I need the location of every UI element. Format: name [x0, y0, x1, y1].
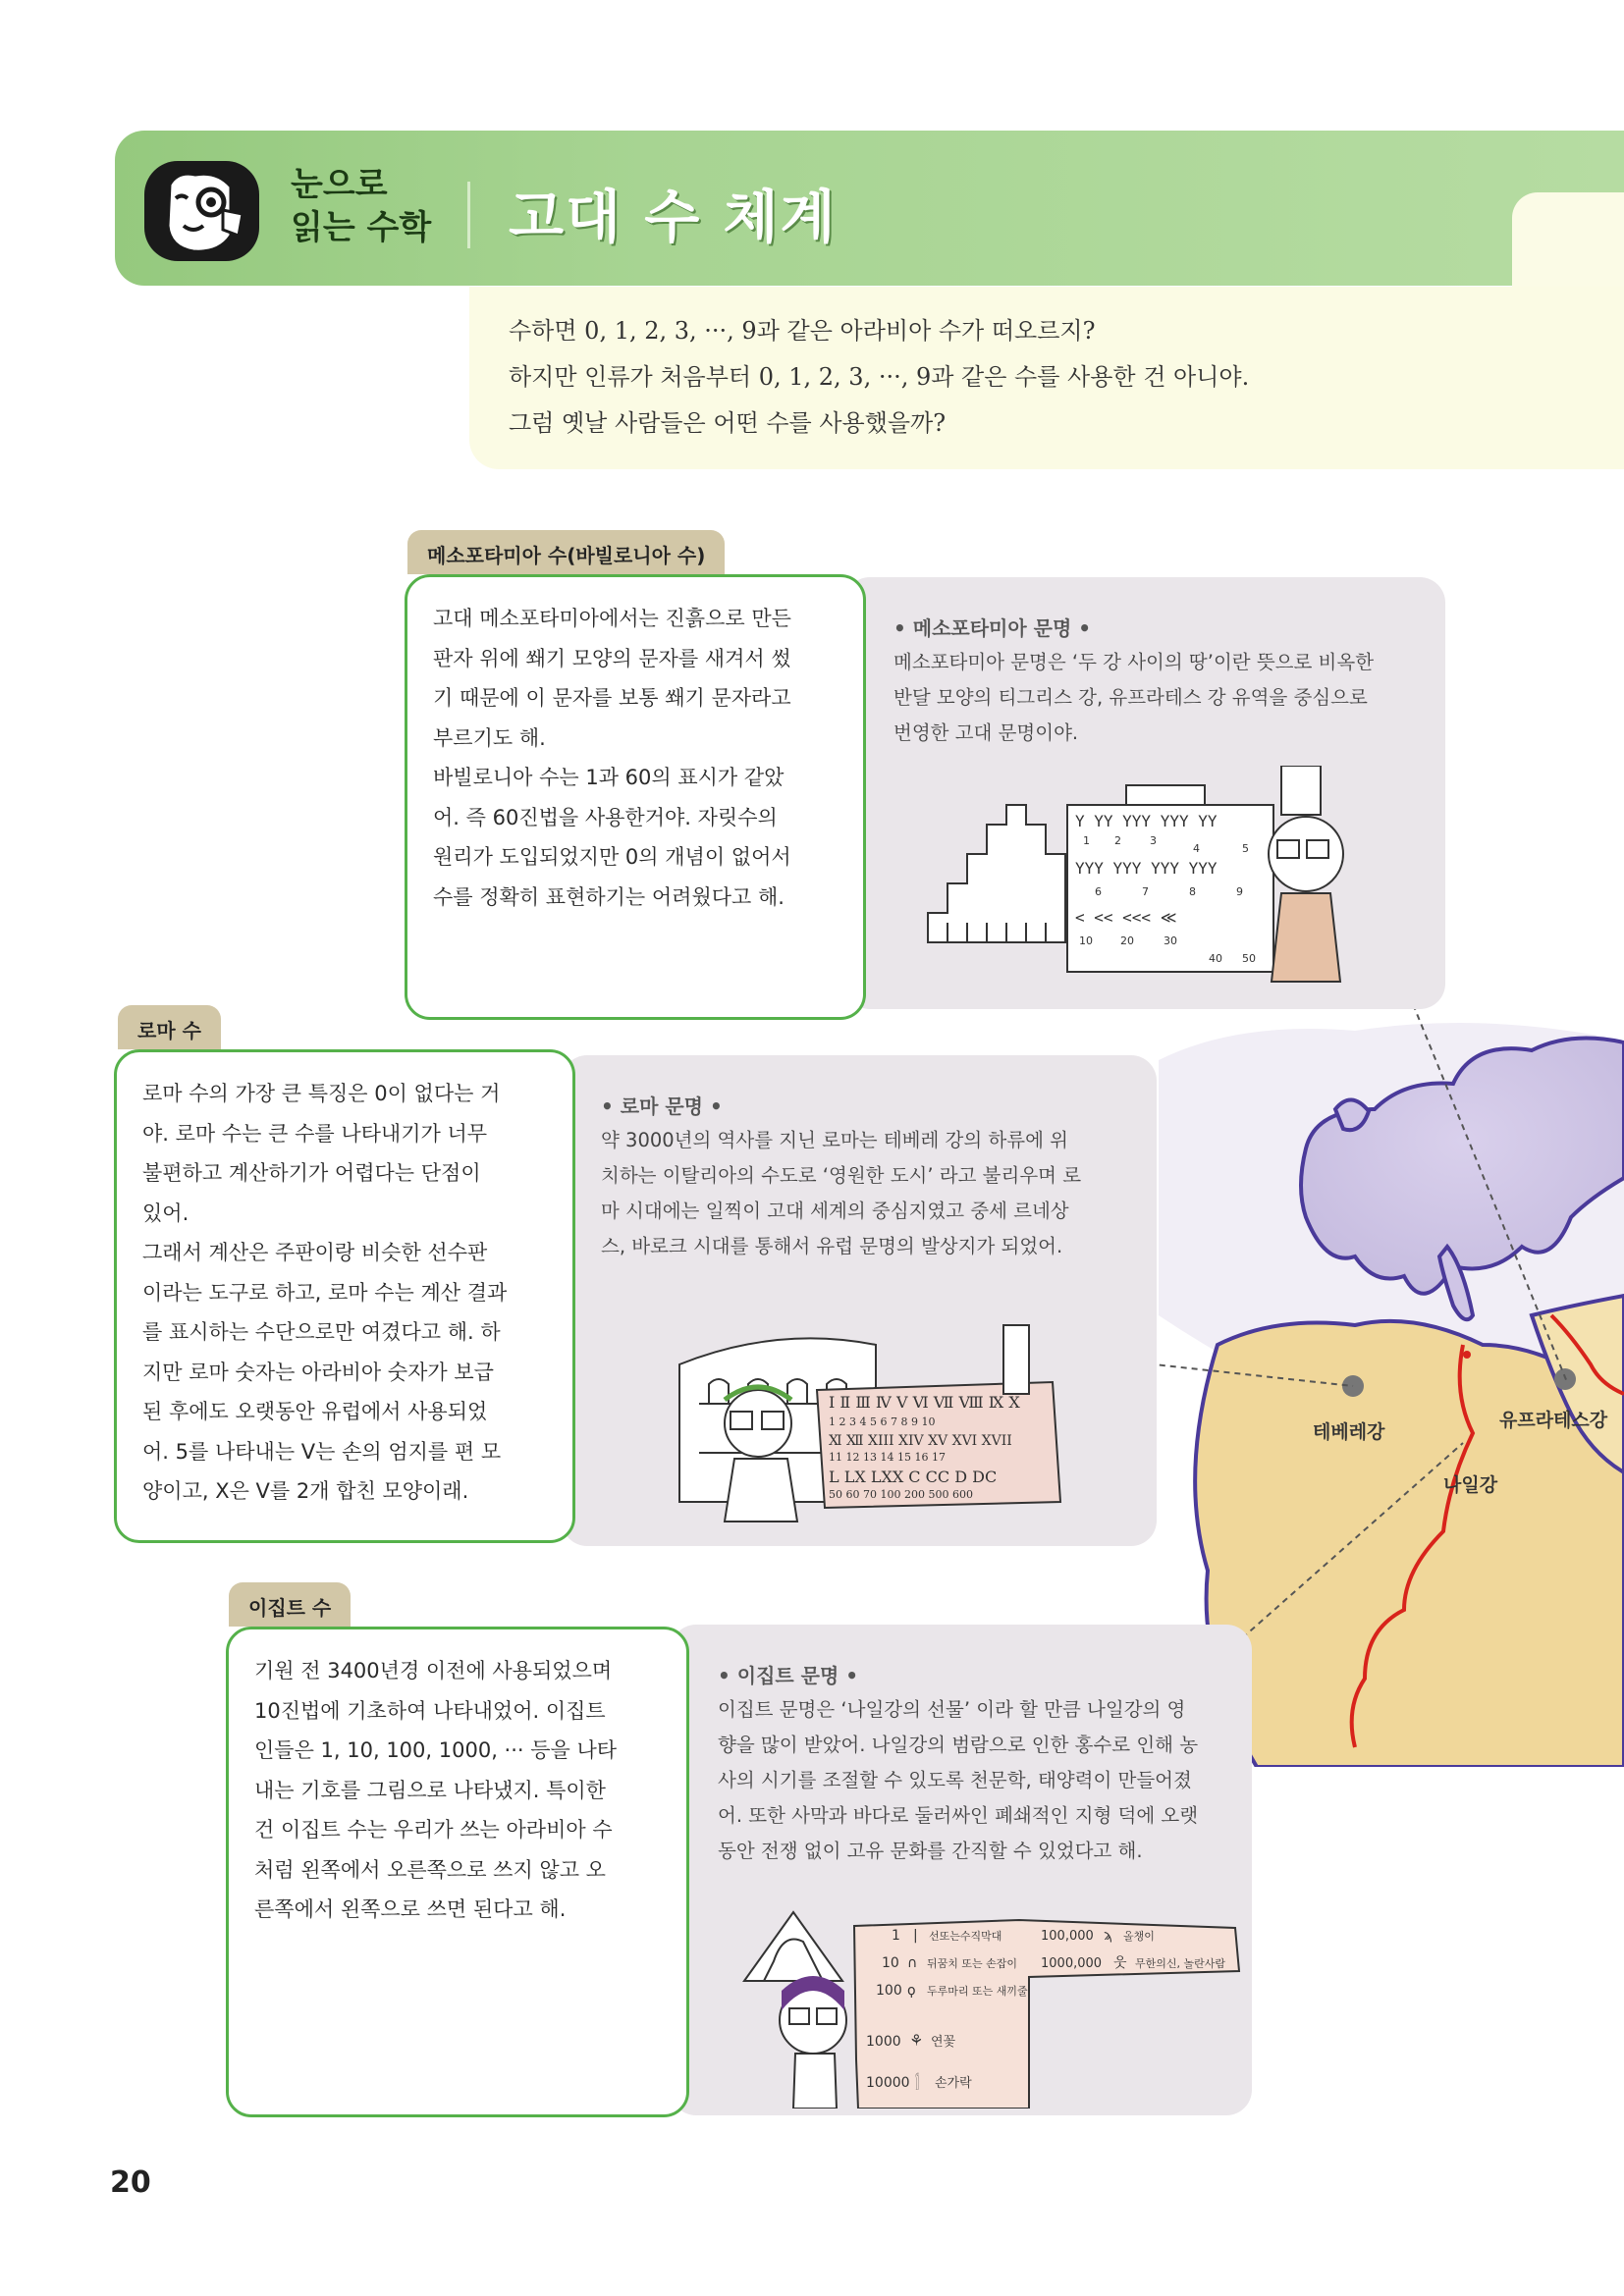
egypt-value: 1000: [866, 2034, 901, 2050]
civ-line: 반달 모양의 티그리스 강, 유프라테스 강 유역을 중심으로: [893, 686, 1368, 709]
mesopotamia-illustration: [918, 766, 1350, 991]
egypt-value: 1: [892, 1928, 900, 1944]
body-line: 이라는 도구로 하고, 로마 수는 계산 결과: [142, 1280, 508, 1305]
body-line: 불편하고 계산하기가 어렵다는 단점이: [142, 1161, 481, 1185]
cuneiform-value: 6: [1095, 885, 1102, 898]
roman-illustration: [660, 1306, 1072, 1536]
svg-text:< << <<< ≪: < << <<< ≪: [1075, 908, 1177, 927]
egypt-glyph: |: [913, 1928, 918, 1944]
cuneiform-value: 40: [1209, 952, 1222, 965]
nile-label: 나일강: [1443, 1474, 1498, 1496]
egypt-value: 10000: [866, 2075, 910, 2091]
intro-line: 수하면 0, 1, 2, 3, ···, 9과 같은 아라비아 수가 떠오르지?: [509, 317, 1096, 345]
egypt-card: [226, 1627, 689, 2117]
egypt-glyph: 𓂭: [915, 2075, 920, 2091]
civ-line: 사의 시기를 조절할 수 있도록 천문학, 태양력이 만들어졌: [718, 1769, 1192, 1791]
egypt-value: 100: [876, 1983, 902, 1999]
body-line: 판자 위에 쐐기 모양의 문자를 새겨서 썼: [433, 646, 791, 670]
roman-values-row: 1 2 3 4 5 6 7 8 9 10: [829, 1415, 936, 1428]
body-line: 내는 기호를 그림으로 나타냈지. 특이한: [254, 1778, 606, 1802]
civ-line: 메소포타미아 문명은 ‘두 강 사이의 땅’이란 뜻으로 비옥한: [893, 651, 1375, 673]
cuneiform-value: 5: [1242, 842, 1249, 855]
civ-line: 약 3000년의 역사를 지닌 로마는 테베레 강의 하류에 위: [601, 1129, 1068, 1151]
cuneiform-value: 30: [1164, 934, 1177, 947]
mesopotamia-civ-title: • 메소포타미아 문명 •: [893, 616, 1092, 640]
civ-line: 치하는 이탈리아의 수도로 ‘영원한 도시’ 라고 불리우며 로: [601, 1164, 1082, 1187]
body-line: 원리가 도입되었지만 0의 개념이 없어서: [433, 845, 791, 869]
egypt-value: 10: [882, 1955, 899, 1971]
cuneiform-value: 50: [1242, 952, 1256, 965]
roman-numerals-row: L LX LXX C CC D DC: [829, 1468, 998, 1486]
body-line: 기원 전 3400년경 이전에 사용되었으며: [254, 1659, 613, 1682]
body-line: 건 이집트 수는 우리가 쓰는 아라비아 수: [254, 1818, 613, 1842]
civ-line: 마 시대에는 일찍이 고대 세계의 중심지였고 중세 르네상: [601, 1200, 1069, 1222]
mesopotamia-tag: 메소포타미아 수(바빌로니아 수): [407, 530, 725, 574]
roman-values-row: 50 60 70 100 200 500 600: [829, 1488, 973, 1501]
roman-tag: 로마 수: [118, 1005, 221, 1049]
body-line: 로마 수의 가장 큰 특징은 0이 없다는 거: [142, 1082, 501, 1105]
civ-line: 번영한 고대 문명이야.: [893, 721, 1079, 744]
mesopotamia-card: [405, 574, 866, 1020]
roman-values-row: 11 12 13 14 15 16 17: [829, 1451, 946, 1464]
svg-text:YYY YYY YYY YYY: YYY YYY YYY YYY: [1075, 859, 1218, 878]
body-line: 른쪽에서 왼쪽으로 쓰면 된다고 해.: [254, 1897, 567, 1921]
egypt-glyph: ϡ: [1104, 1928, 1112, 1944]
civ-line: 동안 전쟁 없이 고유 문화를 간직할 수 있었다고 해.: [718, 1840, 1143, 1862]
body-line: 지만 로마 숫자는 아라비아 숫자가 보급: [142, 1360, 494, 1384]
body-line: 10진법에 기초하여 나타내었어. 이집트: [254, 1698, 606, 1723]
egypt-glyph: 웃: [1113, 1955, 1127, 1971]
egypt-meaning: 손가락: [935, 2076, 972, 2091]
body-line: 있어.: [142, 1201, 189, 1225]
egypt-glyph: ∩: [907, 1955, 918, 1971]
cuneiform-value: 1: [1083, 834, 1090, 847]
egypt-meaning: 두루마리 또는 새끼줄: [927, 1985, 1028, 1998]
body-line: 처럼 왼쪽에서 오른쪽으로 쓰지 않고 오: [254, 1857, 606, 1882]
intro-line: 하지만 인류가 처음부터 0, 1, 2, 3, ···, 9과 같은 수를 사용한 건 아니야.: [509, 363, 1250, 391]
civ-line: 어. 또한 사막과 바다로 둘러싸인 폐쇄적인 지형 덕에 오랫: [718, 1804, 1199, 1827]
egypt-value: 100,000: [1041, 1929, 1094, 1944]
civ-line: 이집트 문명은 ‘나일강의 선물’ 이라 할 만큼 나일강의 영: [718, 1698, 1186, 1721]
tiber-label: 테베레강: [1313, 1421, 1385, 1443]
body-line: 부르기도 해.: [433, 725, 546, 750]
body-line: 를 표시하는 수단으로만 여겼다고 해. 하: [142, 1320, 501, 1344]
cuneiform-value: 10: [1079, 934, 1093, 947]
cuneiform-value: 7: [1142, 885, 1149, 898]
cuneiform-value: 8: [1189, 885, 1196, 898]
civ-line: 향을 많이 받았어. 나일강의 범람으로 인한 홍수로 인해 농: [718, 1734, 1199, 1756]
body-line: 바빌로니아 수는 1과 60의 표시가 같았: [433, 766, 785, 789]
egypt-civ-title: • 이집트 문명 •: [718, 1664, 859, 1687]
body-line: 어. 5를 나타내는 Ⅴ는 손의 엄지를 편 모: [142, 1439, 502, 1464]
roman-card: [114, 1049, 575, 1543]
egypt-glyph: ⚘: [909, 2031, 924, 2050]
cuneiform-value: 2: [1114, 834, 1121, 847]
svg-text:Y YY YYY YYY YY: Y YY YYY YYY YY: [1075, 812, 1218, 830]
egypt-meaning: 무한의신, 놀란사람: [1135, 1957, 1226, 1970]
civ-line: 스, 바로크 시대를 통해서 유럽 문명의 발상지가 되었어.: [601, 1235, 1063, 1257]
egypt-glyph: ϙ: [907, 1983, 916, 1999]
cuneiform-value: 20: [1120, 934, 1134, 947]
egypt-meaning: 선또는수직막대: [929, 1930, 1002, 1943]
egypt-value: 1000,000: [1041, 1956, 1103, 1971]
body-line: 기 때문에 이 문자를 보통 쐐기 문자라고: [433, 686, 791, 710]
euphrates-label: 유프라테스강: [1499, 1410, 1608, 1431]
egypt-meaning: 연꽃: [931, 2035, 956, 2050]
cuneiform-value: 9: [1236, 885, 1243, 898]
body-line: 그래서 계산은 주판이랑 비슷한 선수판: [142, 1241, 488, 1264]
roman-numerals-row: Ⅰ Ⅱ Ⅲ Ⅳ Ⅴ Ⅵ Ⅶ Ⅷ Ⅸ Ⅹ: [829, 1393, 1020, 1412]
cuneiform-value: 3: [1150, 834, 1157, 847]
subtitle-line1: 눈으로: [291, 165, 388, 204]
body-line: 고대 메소포타미아에서는 진흙으로 만든: [433, 607, 791, 630]
roman-numerals-row: Ⅺ Ⅻ XIII XIV XV XVI XVII: [829, 1433, 1012, 1449]
cuneiform-value: 4: [1193, 842, 1200, 855]
body-line: 수를 정확히 표현하기는 어려웠다고 해.: [433, 884, 785, 909]
subtitle-line2: 읽는 수학: [291, 208, 432, 247]
page-number: 20: [110, 2165, 151, 2200]
body-line: 양이고, Ⅹ은 Ⅴ를 2개 합친 모양이래.: [142, 1479, 469, 1503]
page-title: 고대 수 체계: [509, 184, 838, 250]
body-line: 된 후에도 오랫동안 유럽에서 사용되었: [142, 1400, 488, 1423]
intro-line: 그럼 옛날 사람들은 어떤 수를 사용했을까?: [509, 409, 947, 437]
body-line: 야. 로마 수는 큰 수를 나타내기가 너무: [142, 1121, 488, 1146]
body-line: 인들은 1, 10, 100, 1000, ··· 등을 나타: [254, 1738, 618, 1762]
egypt-meaning: 뒤꿈치 또는 손잡이: [927, 1957, 1018, 1970]
egypt-illustration: [734, 1893, 1245, 2109]
egypt-tag: 이집트 수: [229, 1582, 351, 1627]
roman-civ-title: • 로마 문명 •: [601, 1095, 723, 1118]
body-line: 어. 즉 60진법을 사용한거야. 자릿수의: [433, 805, 778, 829]
egypt-meaning: 올챙이: [1123, 1930, 1155, 1943]
